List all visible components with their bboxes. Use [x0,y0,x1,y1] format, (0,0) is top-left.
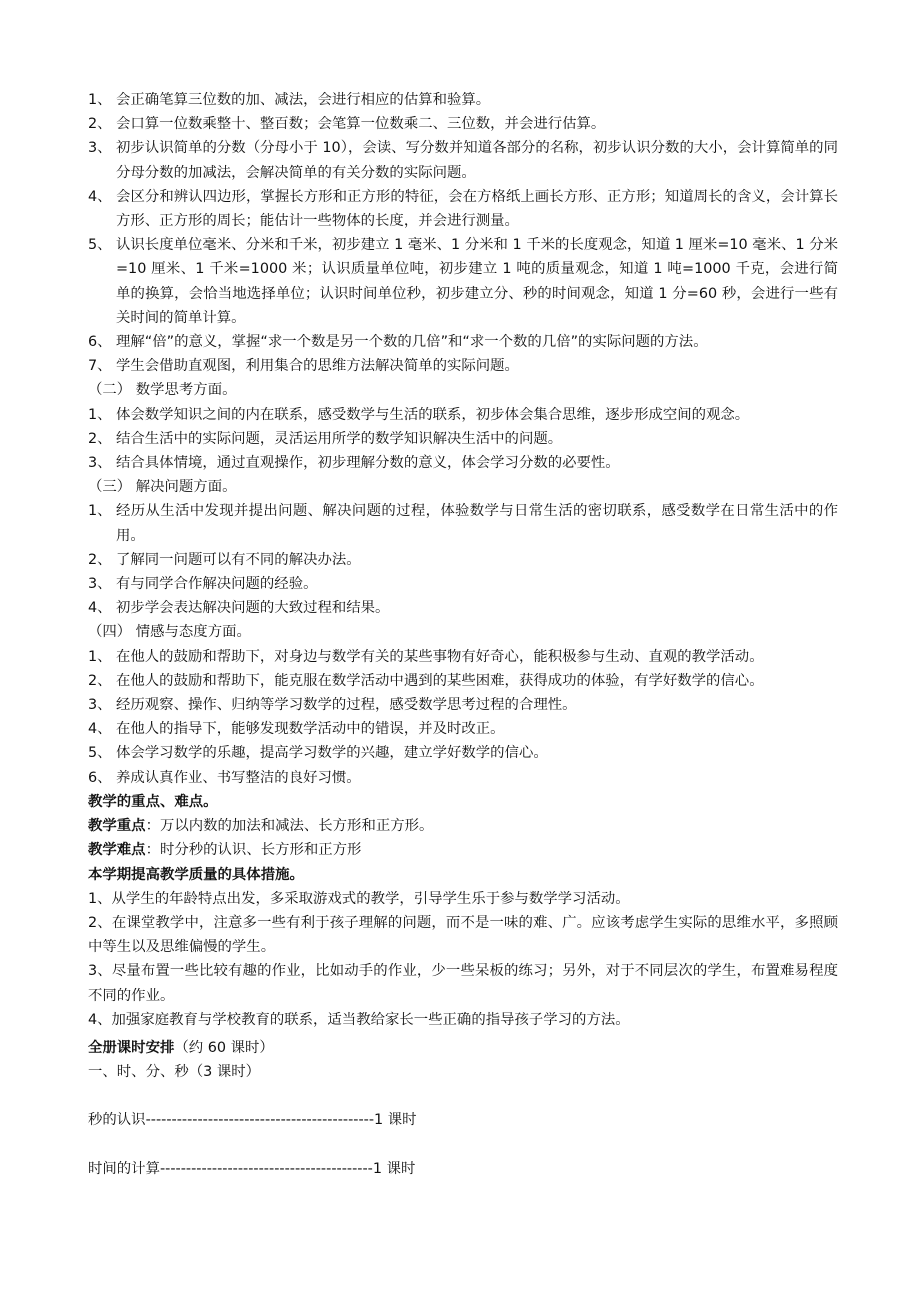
schedule-heading-suffix: （约 60 课时） [174,1039,274,1056]
math-thinking-list [88,403,838,476]
list-item [88,185,838,233]
item-text: 有与同学合作解决问题的经验。 [116,576,318,593]
list-item [88,451,838,475]
item-number: 1、 [88,92,112,108]
attitude-list [88,645,838,790]
blank-line [88,1084,838,1108]
schedule-lesson: 秒的认识--------------------------------------------1 课时 [88,1112,417,1129]
item-text: 会口算一位数乘整十、整百数；会笔算一位数乘二、三位数，并会进行估算。 [116,116,606,133]
item-number: 1、 [88,406,112,423]
item-text: 学生会借助直观图，利用集合的思维方法解决简单的实际问题。 [116,358,519,375]
item-text: 经历观察、操作、归纳等学习数学的过程，感受数学思考过程的合理性。 [116,697,577,714]
list-item [88,427,838,451]
item-number: 4、 [88,600,112,617]
section-heading-math-thinking: （二） 数学思考方面。 [88,382,237,399]
item-text: 结合生活中的实际问题，灵活运用所学的数学知识解决生活中的问题。 [116,430,563,447]
item-text: 会正确笔算三位数的加、减法，会进行相应的估算和验算。 [116,92,491,108]
measure-paragraph: 1、从学生的年龄特点出发，多采取游戏式的教学，引导学生乐于参与数学学习活动。 [88,890,630,907]
list-item [88,330,838,354]
list-item [88,112,838,136]
item-number: 2、 [88,430,112,447]
item-text: 初步认识简单的分数（分母小于 10），会读、写分数并知道各部分的名称，初步认识分数的大小，会计算简单的同分母分数的加减法，会解决简单的有关分数的实际问题。 [116,140,838,181]
item-number: 3、 [88,455,112,472]
item-number: 3、 [88,576,112,593]
problem-solving-list [88,499,838,620]
list-item [88,548,838,572]
list-item [88,669,838,693]
item-text: 理解“倍”的意义，掌握“求一个数是另一个数的几倍”和“求一个数的几倍”的实际问题的方法。 [116,334,708,351]
item-number: 7、 [88,358,112,375]
list-item [88,403,838,427]
schedule-lesson: 时间的计算-----------------------------------------1 课时 [88,1160,416,1177]
item-text: 体会数学知识之间的内在联系，感受数学与生活的联系，初步体会集合思维，逐步形成空间的观念。 [116,406,750,423]
item-number: 5、 [88,237,112,254]
difficult-point-label: 教学难点 [88,842,146,859]
item-text: 认识长度单位毫米、分米和千米，初步建立 1 毫米、1 分米和 1 千米的长度观念，知道 1 厘米=10 毫米、1 分米=10 厘米、1 千米=1000 米；认识质量单位吨，初步建立 1 吨的质量观念，知道 1 吨=1000 千克，会进行简单的换算，会恰当地选择单位；认识时间单位秒，初步建立分、秒的时间观念，知道 1 分=60 秒，会进行一些有关时间的简单计算。 [116,237,838,326]
item-text: 会区分和辨认四边形，掌握长方形和正方形的特征，会在方格纸上画长方形、正方形；知道周长的含义，会计算长方形、正方形的周长；能估计一些物体的长度，并会进行测量。 [116,188,838,230]
item-number: 5、 [88,745,112,762]
focus-heading: 教学的重点、难点。 [88,793,218,810]
list-item [88,572,838,596]
item-text: 在他人的鼓励和帮助下，对身边与数学有关的某些事物有好奇心，能积极参与生动、直观的教学活动。 [116,648,764,665]
list-item [88,136,838,184]
list-item [88,693,838,717]
section-heading-attitude: （四） 情感与态度方面。 [88,624,251,641]
item-text: 在他人的指导下，能够发现数学活动中的错误，并及时改正。 [116,721,505,738]
item-number: 3、 [88,697,112,714]
item-number: 2、 [88,672,112,689]
list-item [88,645,838,669]
list-item [88,233,838,330]
knowledge-list [88,88,838,378]
item-number: 4、 [88,721,112,738]
item-text: 结合具体情境，通过直观操作，初步理解分数的意义，体会学习分数的必要性。 [116,455,620,472]
list-item [88,741,838,765]
list-item [88,499,838,547]
list-item [88,354,838,378]
schedule-unit: 一、时、分、秒（3 课时） [88,1064,261,1081]
item-text: 在他人的鼓励和帮助下，能克服在数学活动中遇到的某些困难，获得成功的体验，有学好数学的信心。 [116,672,764,689]
item-text: 体会学习数学的乐趣，提高学习数学的兴趣，建立学好数学的信心。 [116,745,548,762]
item-number: 4、 [88,188,112,205]
item-number: 2、 [88,116,112,133]
key-point-label: 教学重点 [88,818,146,835]
item-number: 2、 [88,551,112,568]
list-item [88,88,838,112]
item-number: 3、 [88,140,112,157]
blank-line [88,1133,838,1157]
list-item [88,717,838,741]
item-number: 6、 [88,769,112,786]
measure-paragraph: 4、加强家庭教育与学校教育的联系，适当教给家长一些正确的指导孩子学习的方法。 [88,1011,630,1028]
list-item [88,766,838,790]
key-point-text: ：万以内数的加法和减法、长方形和正方形。 [145,818,434,835]
item-text: 了解同一问题可以有不同的解决办法。 [116,551,361,568]
item-text: 经历从生活中发现并提出问题、解决问题的过程，体验数学与日常生活的密切联系，感受数学在日常生活中的作用。 [116,503,838,544]
measure-paragraph: 3、尽量布置一些比较有趣的作业，比如动手的作业，少一些呆板的练习；另外，对于不同层次的学生，布置难易程度不同的作业。 [88,963,838,1004]
document-body [88,88,838,1181]
item-number: 1、 [88,503,112,520]
list-item [88,596,838,620]
item-text: 养成认真作业、书写整洁的良好习惯。 [116,769,361,786]
key-point-line [88,814,838,838]
schedule-heading-line [88,1036,838,1060]
section-heading-problem-solving: （三） 解决问题方面。 [88,479,237,496]
difficult-point-line [88,838,838,862]
schedule-heading: 全册课时安排 [88,1039,175,1056]
measure-paragraph: 2、在课堂教学中，注意多一些有利于孩子理解的问题，而不是一味的难、广。应该考虑学生实际的思维水平，多照顾中等生以及思维偏慢的学生。 [88,914,838,956]
item-number: 1、 [88,648,112,665]
difficult-point-text: ：时分秒的认识、长方形和正方形 [145,842,362,859]
item-text: 初步学会表达解决问题的大致过程和结果。 [116,600,390,617]
measures-heading: 本学期提高教学质量的具体措施。 [88,866,304,883]
item-number: 6、 [88,334,112,351]
